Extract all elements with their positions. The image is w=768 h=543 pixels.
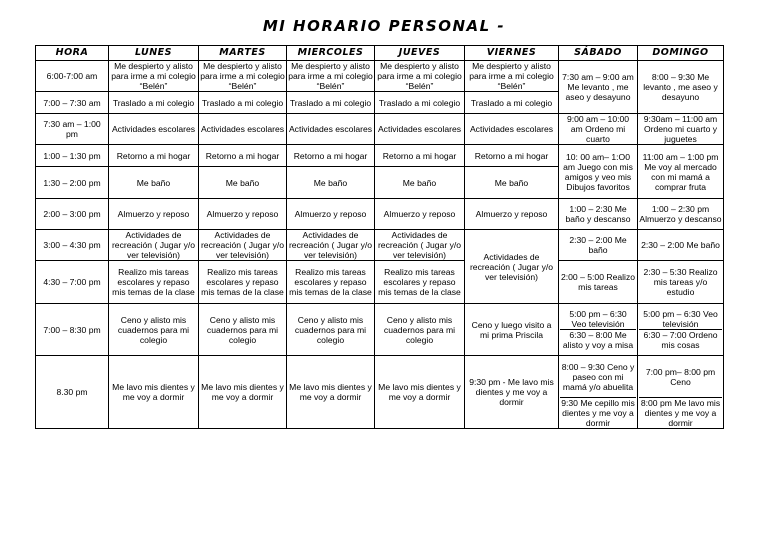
header-viernes: VIERNES [465, 46, 559, 61]
domingo-cell: 8:00 – 9:30 Me levanto , me aseo y desayuno [638, 61, 724, 114]
hour-cell: 7:00 – 8:30 pm [36, 304, 109, 356]
header-sabado: SÁBADO [559, 46, 638, 61]
sabado-cell: 7:30 am – 9:00 am Me levanto , me aseo y desayuno [559, 61, 638, 114]
table-cell: Almuerzo y reposo [199, 199, 287, 230]
header-hora: HORA [36, 46, 109, 61]
table-cell: Me despierto y alisto para irme a mi colegio “Belén” [288, 61, 373, 91]
table-cell: Me despierto y alisto para irme a mi colegio “Belén” [200, 61, 285, 91]
table-cell: Retorno a mi hogar [287, 145, 375, 167]
table-cell: Almuerzo y reposo [375, 199, 465, 230]
table-cell: Almuerzo y reposo [287, 199, 375, 230]
table-cell: Actividades escolares [465, 114, 559, 145]
hour-cell: 1:00 – 1:30 pm [36, 145, 109, 167]
header-martes: MARTES [199, 46, 287, 61]
domingo-cell: 11:00 am – 1:00 pm Me voy al mercado con mi mamá a comprar fruta [638, 145, 724, 199]
table-cell: Actividades escolares [287, 114, 375, 145]
table-cell: Traslado a mi colegio [199, 92, 287, 114]
domingo-subcell: 6:30 – 7:00 Ordeno mis cosas [639, 329, 722, 350]
table-row [36, 61, 724, 92]
domingo-cell: 2:30 – 5:30 Realizo mis tareas y/o estudio [638, 261, 724, 304]
table-cell: Retorno a mi hogar [375, 145, 465, 167]
header-jueves: JUEVES [375, 46, 465, 61]
sabado-cell [559, 304, 638, 356]
table-row [36, 114, 724, 145]
hour-cell: 7:30 am – 1:00 pm [36, 114, 109, 145]
sabado-cell: 10: 00 am– 1:O0 am Juego con mis amigos y veo mis Dibujos favoritos [559, 145, 638, 199]
domingo-cell: 2:30 – 2:00 Me baño [638, 230, 724, 261]
schedule-table [35, 45, 724, 429]
table-row [36, 199, 724, 230]
sabado-cell: 9:00 am – 10:00 am Ordeno mi cuarto [559, 114, 638, 145]
sabado-cell: 2:00 – 5:00 Realizo mis tareas [559, 261, 638, 304]
table-cell: Me baño [109, 167, 199, 199]
table-cell: Realizo mis tareas escolares y repaso mis temas de la clase [199, 261, 287, 304]
hour-cell: 6:00-7:00 am [36, 61, 109, 92]
hour-cell: 2:00 – 3:00 pm [36, 199, 109, 230]
table-cell: Me baño [199, 167, 287, 199]
domingo-cell [638, 356, 724, 429]
sabado-cell: 2:30 – 2:00 Me baño [559, 230, 638, 261]
table-cell: Ceno y luego visito a mi prima Priscila [465, 304, 559, 356]
domingo-cell [638, 304, 724, 356]
table-cell: Me baño [465, 167, 559, 199]
sabado-subcell: 6:30 – 8:00 Me alisto y voy a misa [560, 329, 636, 350]
table-cell: Realizo mis tareas escolares y repaso mis temas de la clase [109, 261, 199, 304]
table-cell: Me lavo mis dientes y me voy a dormir [375, 356, 465, 429]
header-row [36, 46, 724, 61]
table-row [36, 145, 724, 167]
table-cell: Retorno a mi hogar [465, 145, 559, 167]
hour-cell: 1:30 – 2:00 pm [36, 167, 109, 199]
domingo-cell: 9:30am – 11:00 am Ordeno mi cuarto y juguetes [638, 114, 724, 145]
table-cell: Actividades de recreación ( Jugar y/o ver televisión) [199, 230, 287, 261]
table-row [36, 261, 724, 304]
table-cell: Ceno y alisto mis cuadernos para mi colegio [109, 304, 199, 356]
page-title: MI HORARIO PERSONAL - [262, 17, 506, 35]
domingo-cell: 1:00 – 2:30 pm Almuerzo y descanso [638, 199, 724, 230]
table-cell: Actividades escolares [375, 114, 465, 145]
sabado-subcell: 9:30 Me cepillo mis dientes y me voy a dormir [561, 398, 635, 428]
table-cell: Traslado a mi colegio [375, 92, 465, 114]
table-cell: Ceno y alisto mis cuadernos para mi colegio [199, 304, 287, 356]
domingo-subcell: 5:00 pm – 6:30 Veo televisión [643, 309, 718, 329]
table-cell: Ceno y alisto mis cuadernos para mi colegio [287, 304, 375, 356]
domingo-subcell: 7:00 pm– 8:00 pm Ceno [645, 366, 716, 387]
table-cell: Actividades escolares [109, 114, 199, 145]
sabado-subcell: 5:00 pm – 6:30 Veo televisión [569, 309, 627, 329]
table-row [36, 230, 724, 261]
table-cell: Me lavo mis dientes y me voy a dormir [109, 356, 199, 429]
table-cell: Ceno y alisto mis cuadernos para mi colegio [375, 304, 465, 356]
sabado-subcell: 8:00 – 9:30 Ceno y paseo con mi mamá y/o abuelita [561, 361, 635, 392]
table-row [36, 304, 724, 356]
table-cell: Actividades de recreación ( Jugar y/o ver televisión) [375, 230, 465, 261]
viernes-cell: Actividades de recreación ( Jugar y/o ver televisión) [465, 230, 559, 304]
table-row [36, 356, 724, 429]
header-lunes: LUNES [109, 46, 199, 61]
table-cell: 9:30 pm - Me lavo mis dientes y me voy a dormir [465, 356, 559, 429]
table-cell: Retorno a mi hogar [199, 145, 287, 167]
table-cell: Traslado a mi colegio [465, 92, 559, 114]
sabado-cell [559, 356, 638, 429]
table-cell: Realizo mis tareas escolares y repaso mis temas de la clase [375, 261, 465, 304]
hour-cell: 3:00 – 4:30 pm [36, 230, 109, 261]
table-cell: Traslado a mi colegio [287, 92, 375, 114]
table-cell: Me despierto y alisto para irme a mi colegio “Belén” [465, 61, 559, 92]
table-cell: Actividades de recreación ( Jugar y/o ver televisión) [287, 230, 375, 261]
table-cell: Me baño [375, 167, 465, 199]
table-cell: Actividades escolares [199, 114, 287, 145]
domingo-subcell: 8:00 pm Me lavo mis dientes y me voy a dormir [640, 398, 721, 428]
hour-cell: 4:30 – 7:00 pm [36, 261, 109, 304]
table-cell: Realizo mis tareas escolares y repaso mis temas de la clase [287, 261, 375, 304]
header-domingo: DOMINGO [638, 46, 724, 61]
header-miercoles: MIERCOLES [287, 46, 375, 61]
sabado-cell: 1:00 – 2:30 Me baño y descanso [559, 199, 638, 230]
table-cell: Retorno a mi hogar [109, 145, 199, 167]
table-cell: Actividades de recreación ( Jugar y/o ver televisión) [109, 230, 199, 261]
table-cell: Me lavo mis dientes y me voy a dormir [199, 356, 287, 429]
table-cell: Me despierto y alisto para irme a mi colegio “Belén” [375, 61, 465, 92]
table-cell: Almuerzo y reposo [109, 199, 199, 230]
table-cell: Almuerzo y reposo [465, 199, 559, 230]
hour-cell: 7:00 – 7:30 am [36, 92, 109, 114]
hour-cell: 8.30 pm [36, 356, 109, 429]
table-cell: Traslado a mi colegio [109, 92, 199, 114]
table-cell: Me lavo mis dientes y me voy a dormir [287, 356, 375, 429]
table-cell: Me despierto y alisto para irme a mi colegio “Belén” [109, 61, 199, 92]
table-cell: Me baño [287, 167, 375, 199]
